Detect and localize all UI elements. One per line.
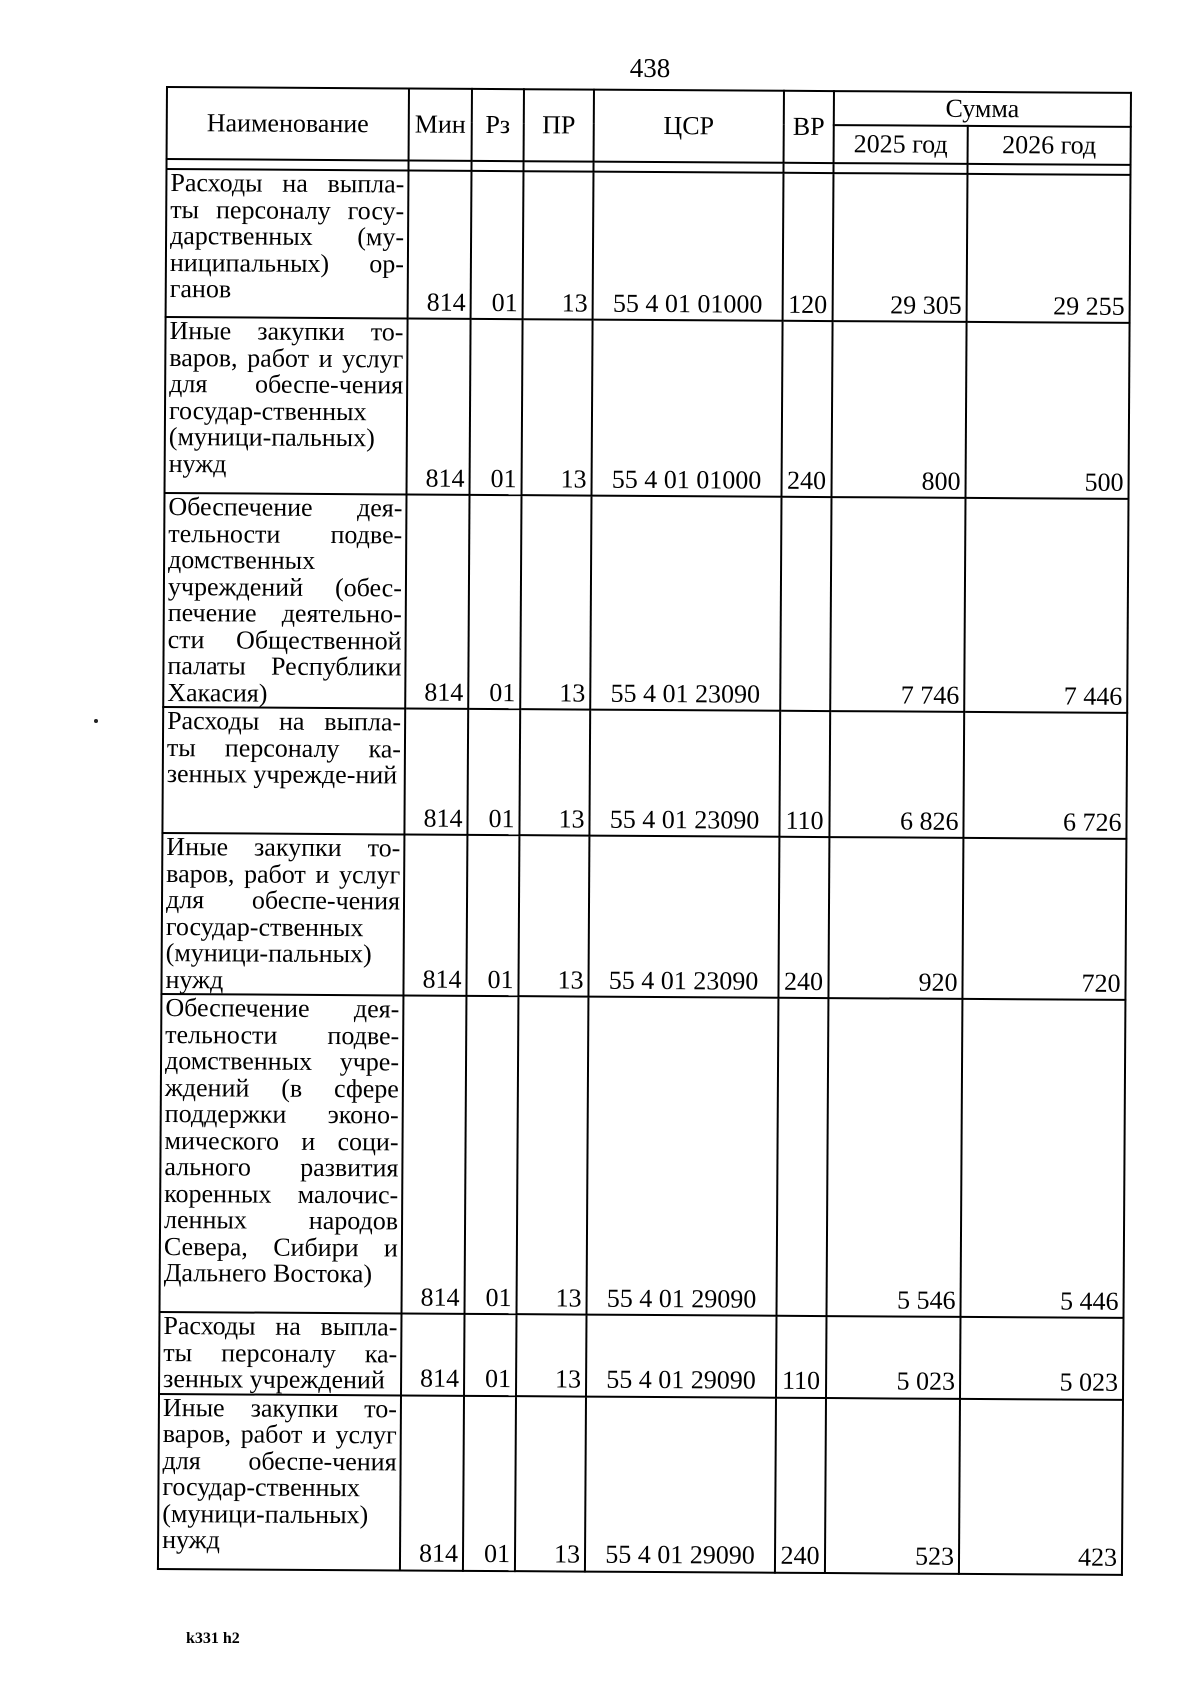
table-row (158, 1393, 1123, 1574)
row-amount-2025: 5 546 (826, 998, 962, 1317)
row-name: Иные закупки то-варов, работ и услуг для обеспе-чения государ-ственных (муници-пальных) нужд (165, 317, 408, 494)
row-amount-2026: 423 (959, 1398, 1123, 1574)
row-csr: 55 4 01 29090 (585, 1396, 776, 1572)
row-csr: 55 4 01 01000 (592, 320, 783, 497)
row-csr: 55 4 01 29090 (586, 1315, 776, 1398)
row-rz: 01 (465, 996, 519, 1314)
footer-code: k331 h2 (186, 1630, 240, 1647)
row-rz: 01 (463, 1395, 516, 1570)
row-csr: 55 4 01 23090 (588, 836, 779, 998)
page-number: 438 (629, 53, 671, 83)
row-min: 814 (400, 1395, 464, 1570)
row-min: 814 (405, 494, 469, 708)
table-row (160, 994, 1126, 1318)
row-rz: 01 (470, 319, 523, 495)
row-min: 814 (402, 995, 467, 1313)
header-min: Мин (409, 88, 472, 160)
row-pr: 13 (515, 1396, 586, 1571)
row-amount-2025: 920 (828, 837, 963, 999)
row-amount-2026: 5 023 (960, 1317, 1123, 1399)
row-rz: 01 (464, 1314, 516, 1396)
row-amount-2025: 800 (832, 321, 967, 498)
row-vr: 110 (779, 711, 830, 837)
row-vr: 120 (783, 173, 834, 321)
header-year-2026: 2026 год (968, 126, 1131, 165)
row-pr: 13 (522, 319, 593, 495)
header-pr: ПР (524, 89, 594, 161)
row-amount-2025: 29 305 (833, 173, 968, 322)
row-vr: 110 (776, 1316, 826, 1398)
table-row (165, 317, 1130, 499)
row-pr: 13 (516, 1314, 586, 1396)
row-name: Иные закупки то-варов, работ и услуг для обеспе-чения государ-ственных (муници-пальных) нужд (161, 833, 404, 995)
row-pr: 13 (519, 709, 590, 835)
row-pr: 13 (517, 996, 589, 1314)
row-rz: 01 (466, 835, 519, 996)
header-csr: ЦСР (594, 90, 784, 163)
row-amount-2026: 5 446 (960, 999, 1125, 1318)
row-min: 814 (403, 834, 467, 995)
row-rz: 01 (467, 709, 520, 835)
row-amount-2025: 7 746 (830, 497, 965, 712)
row-rz: 01 (471, 171, 524, 319)
header-vr: ВР (784, 91, 834, 163)
row-amount-2025: 5 023 (826, 1316, 960, 1398)
table-row (162, 707, 1127, 839)
row-csr: 55 4 01 23090 (590, 496, 781, 711)
row-name: Иные закупки то-варов, работ и услуг для обеспе-чения государ-ственных (муници-пальных) нужд (158, 1393, 401, 1569)
row-rz: 01 (468, 495, 521, 709)
row-pr: 13 (520, 495, 591, 709)
row-amount-2025: 523 (825, 1398, 960, 1574)
row-csr: 55 4 01 01000 (593, 172, 784, 321)
header-rz: Рз (472, 89, 524, 161)
row-pr: 13 (518, 835, 589, 996)
row-vr: 240 (775, 1397, 826, 1572)
row-csr: 55 4 01 29090 (587, 997, 779, 1316)
scan-speck (94, 719, 98, 723)
row-amount-2026: 7 446 (964, 498, 1128, 713)
row-min: 814 (404, 708, 468, 834)
row-pr: 13 (523, 171, 594, 319)
table-row (159, 1312, 1123, 1399)
table-row (161, 833, 1126, 1000)
row-name: Расходы на выпла-ты персоналу госу-дарственных (му-ниципальных) ор-ганов (166, 169, 409, 318)
row-amount-2026: 500 (965, 322, 1129, 499)
row-vr: 240 (782, 321, 833, 497)
row-min: 814 (401, 1313, 464, 1395)
table-row (166, 169, 1131, 323)
row-name: Расходы на выпла-ты персоналу ка-зенных учреждений (159, 1312, 401, 1395)
row-name: Расходы на выпла-ты персоналу ка-зенных учрежде-ний (162, 707, 405, 834)
row-amount-2026: 720 (962, 838, 1126, 1000)
row-name: Обеспечение дея-тельности подве-домственных учре-ждений (в сфере поддержки эконо-мического и соци-ального развития коренных малочис-ленных народов Севера, Сибири и Дальнего Востока) (160, 994, 404, 1313)
table-body (158, 169, 1131, 1574)
row-vr (776, 998, 828, 1316)
header-year-2025: 2025 год (834, 125, 968, 164)
header-name: Наименование (167, 87, 409, 160)
row-min: 814 (408, 170, 472, 318)
header-sum: Сумма (834, 91, 1131, 127)
row-amount-2026: 6 726 (963, 712, 1127, 839)
row-vr: 240 (778, 837, 829, 998)
table-row (163, 493, 1128, 713)
row-name: Обеспечение дея-тельности подве-домственных учреждений (обес-печение деятельно-сти Общественной палаты Республики Хакасия) (163, 493, 406, 708)
row-amount-2025: 6 826 (829, 711, 964, 838)
budget-table (157, 86, 1132, 1575)
row-csr: 55 4 01 23090 (589, 710, 780, 837)
row-min: 814 (407, 318, 471, 494)
row-amount-2026: 29 255 (967, 174, 1131, 323)
row-vr (780, 497, 831, 711)
